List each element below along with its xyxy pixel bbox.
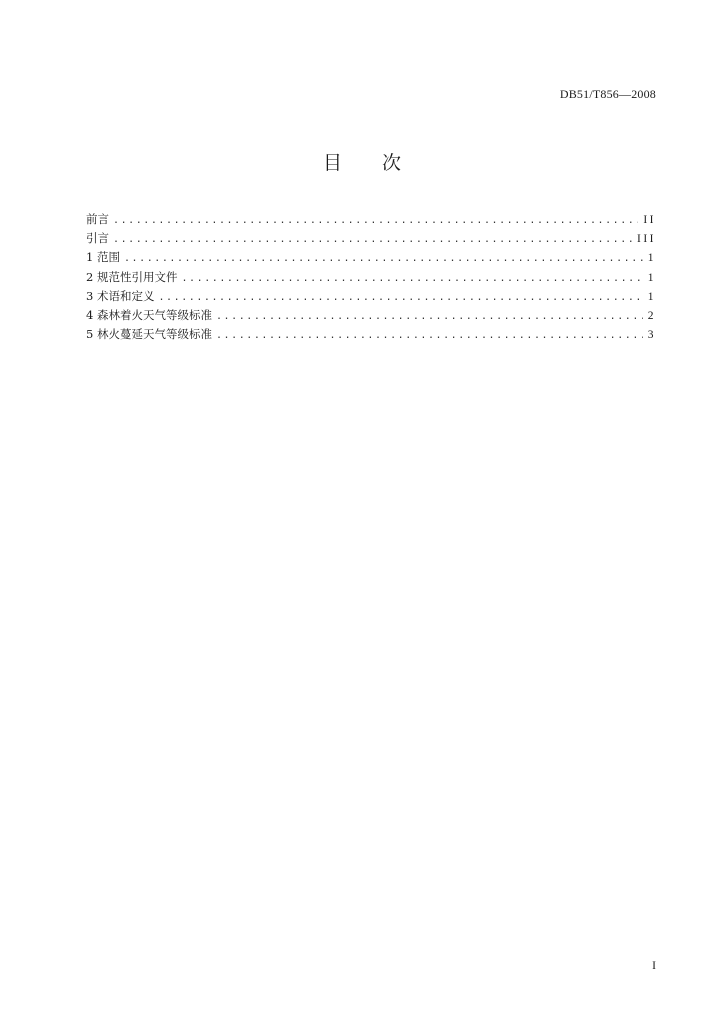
toc-entry-label: 引言 <box>86 231 109 246</box>
document-code: DB51/T856—2008 <box>559 87 656 101</box>
toc-entry-label: 1 范围 <box>86 250 120 265</box>
toc-page-number: 1 <box>647 271 656 284</box>
toc-page-number: 1 <box>647 252 656 265</box>
toc-entry-label: 3 术语和定义 <box>86 288 155 303</box>
toc-entry-introduction[interactable] <box>86 229 656 248</box>
toc-entry-label: 5 林火蔓延天气等级标准 <box>86 327 212 342</box>
toc-page-number: 2 <box>647 309 656 322</box>
toc-page-number: II <box>643 214 656 226</box>
toc-entry-fire-ignition-weather-grade[interactable] <box>86 306 656 325</box>
toc-page-number: 3 <box>647 329 656 342</box>
page-number: I <box>652 960 656 972</box>
toc-entry-foreword[interactable] <box>86 210 656 229</box>
toc-entry-normative-references[interactable] <box>86 268 656 287</box>
toc-dot-leader <box>158 288 642 307</box>
toc-entry-scope[interactable] <box>86 248 656 267</box>
toc-dot-leader <box>113 211 638 230</box>
toc-dot-leader <box>216 307 643 326</box>
toc-entry-label: 2 规范性引用文件 <box>86 269 178 284</box>
toc-entry-label: 前言 <box>86 212 109 226</box>
toc-dot-leader <box>124 249 643 268</box>
toc-dot-leader <box>113 230 632 249</box>
toc-entry-terms-definitions[interactable] <box>86 287 656 306</box>
toc-page-number: III <box>637 233 656 246</box>
page-title: 目次 <box>322 152 441 174</box>
toc-entry-fire-spread-weather-grade[interactable] <box>86 325 656 344</box>
toc-page-number: 1 <box>647 290 656 303</box>
toc-entry-label: 4 森林着火天气等级标准 <box>86 307 212 322</box>
toc-dot-leader <box>216 326 643 345</box>
toc-dot-leader <box>181 269 642 288</box>
table-of-contents <box>86 210 656 344</box>
